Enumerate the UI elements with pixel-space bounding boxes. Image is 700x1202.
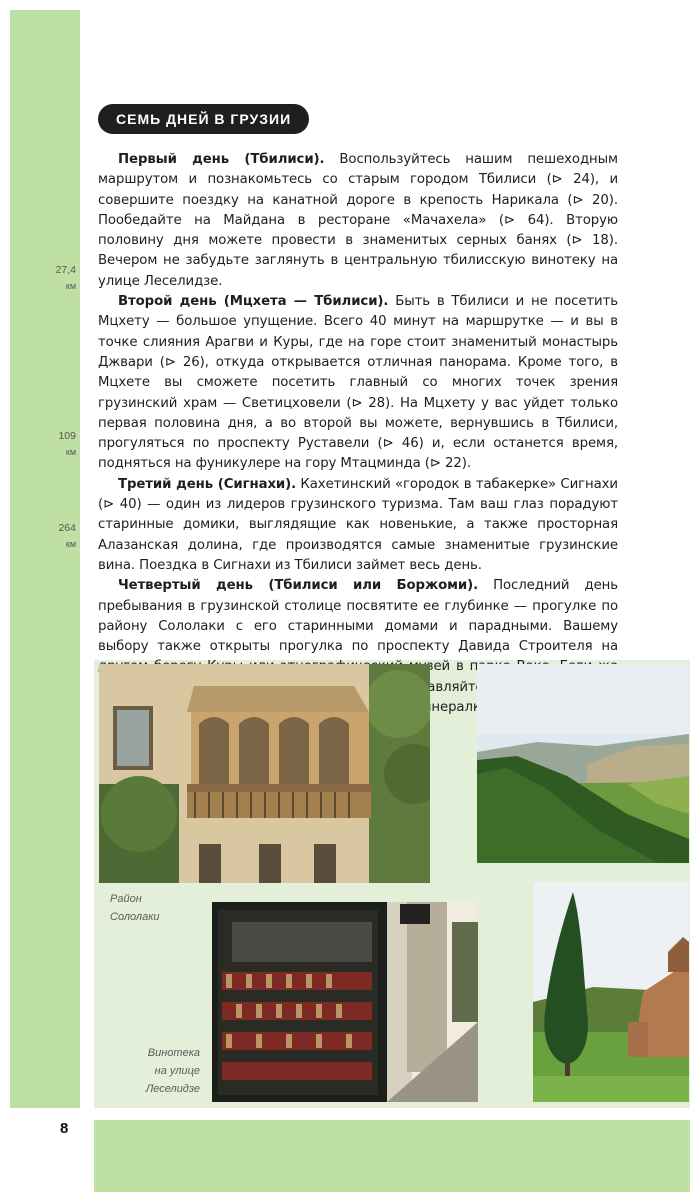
caption-line: Сололаки [110, 911, 160, 923]
church-cypress-photo [533, 882, 689, 1102]
caption-line: на улице [154, 1065, 200, 1077]
day-text: Воспользуйтесь нашим пешеходным маршрутом и познакомьтесь со старым городом Тбилиси (⊳ 24), и совершите поездку на канатной дороге в крепость Нарикала (⊳ 20). Пообедайте на Майдана в ресторане «Мачахела» (⊳ 64). Вторую половину дня можете провести в знаменитых серных банях (⊳ 18). Вечером не забудьте заглянуть в центральную тбилисскую винотеку на улице Леселидзе. [98, 152, 618, 289]
day-title: Второй день (Мцхета — Тбилиси). [118, 294, 389, 310]
distance-value: 109 [58, 430, 76, 442]
distance-unit: км [65, 539, 76, 549]
distance-marker [30, 520, 76, 552]
day-title: Первый день (Тбилиси). [118, 152, 325, 167]
day-title: Четвертый день (Тбилиси или Боржоми). [118, 578, 479, 594]
distance-value: 27,4 [55, 264, 76, 276]
wine-shop-photo [212, 902, 478, 1102]
sololaki-house-photo [99, 664, 430, 883]
page-number-box [10, 1108, 94, 1192]
winery-caption [110, 1044, 200, 1098]
sololaki-caption [110, 890, 190, 926]
day-paragraph [98, 150, 618, 292]
distance-marker [30, 428, 76, 460]
distance-unit: км [65, 447, 76, 457]
page-number: 8 [60, 1120, 69, 1137]
caption-line: Винотека [147, 1047, 200, 1059]
article-body [98, 150, 618, 739]
section-heading: СЕМЬ ДНЕЙ В ГРУЗИИ [98, 104, 309, 134]
day-title: Третий день (Сигнахи). [118, 476, 297, 492]
distance-marker [30, 262, 76, 294]
bottom-footer-bar [94, 1120, 690, 1192]
distance-value: 264 [58, 522, 76, 534]
left-margin-bar [10, 10, 80, 1108]
day-paragraph [98, 475, 618, 576]
caption-line: Леселидзе [145, 1083, 200, 1095]
day-text: Быть в Тбилиси и не посетить Мцхету — большое упущение. Всего 40 минут на маршрутке — и вы в точке слияния Арагви и Куры, где на горе стоит знаменитый монастырь Джвари (⊳ 26), откуда открывается отличная панорама. Кроме того, в Мцхете вы сможете посетить главный со многих точек зрения грузинский храм — Светицховели (⊳ 28). На Мцхету у вас уйдет только первая половина дня, а во второй вы можете, вернувшись в Тбилиси, прогуляться по проспекту Руставели (⊳ 46) и, если останется время, подняться на фуникулере на гору Мтацминда (⊳ 22). [98, 294, 618, 472]
valley-landscape-photo [477, 664, 689, 863]
day-paragraph [98, 292, 618, 475]
day-text: Кахетинский «городок в табакерке» Сигнахи (⊳ 40) — один из лидеров грузинского туризма. Там ваш глаз порадуют старинные домики, выглядящие как новенькие, а также просторная Алазанская долина, где производятся самые знаменитые грузинские вина. Поездка в Сигнахи из Тбилиси займет весь день. [98, 476, 618, 573]
day-text: Последний день пребывания в грузинской столице посвятите ее глубинке — прогулке по району Сололаки с его старинными домами и парадными. Вашему выбору также открыты прогулка по проспекту Давида Строителя на в отправляйтесь минералка, [98, 578, 618, 716]
distance-unit: км [65, 281, 76, 291]
caption-line: Район [110, 893, 142, 905]
